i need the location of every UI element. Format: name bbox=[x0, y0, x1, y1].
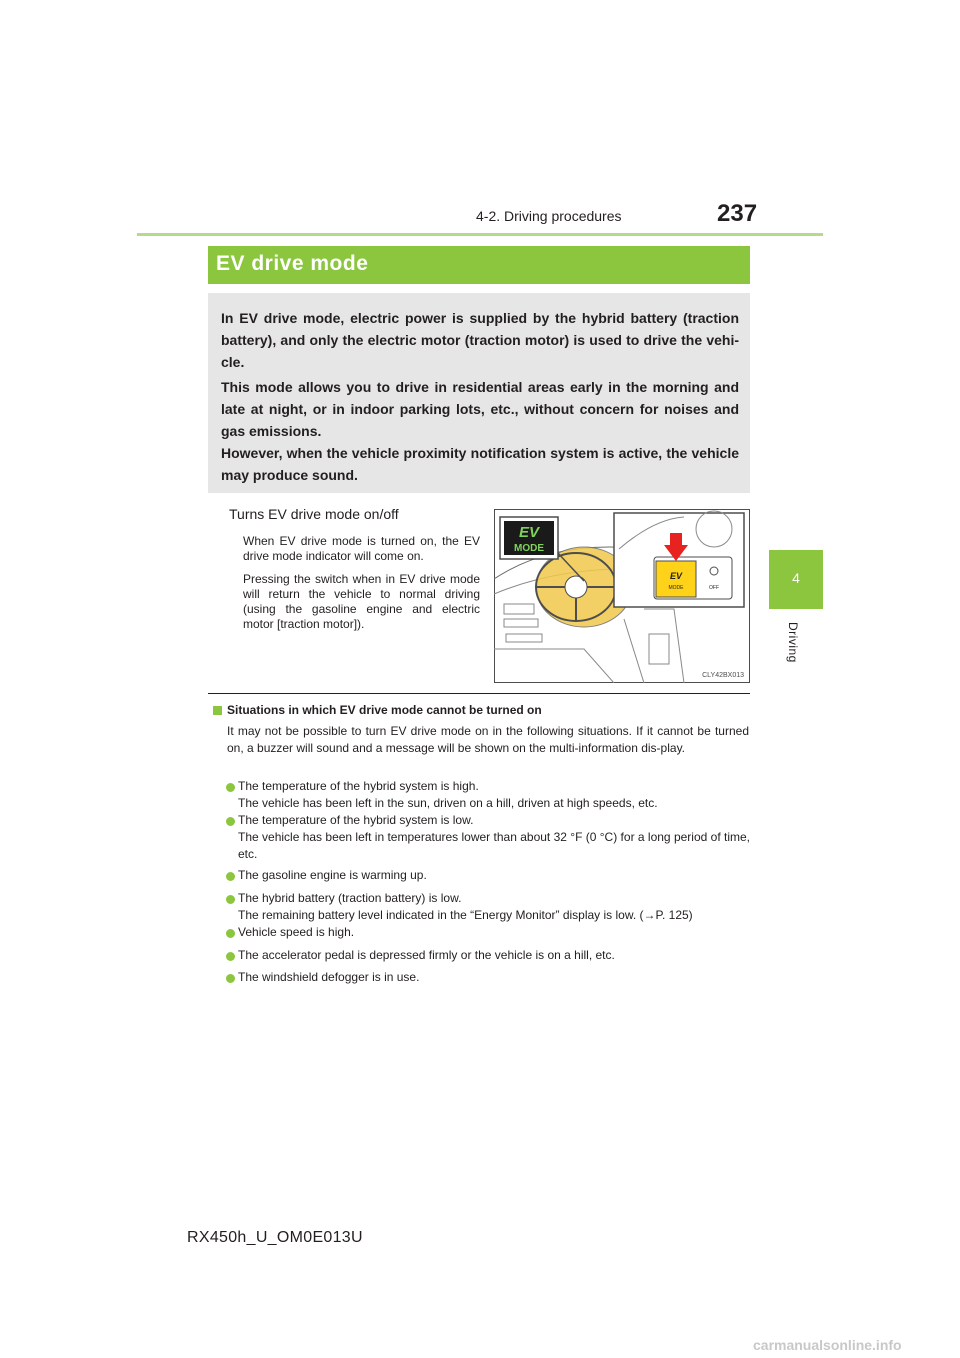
bullet-icon bbox=[226, 929, 235, 938]
running-header-section: 4-2. Driving procedures bbox=[476, 208, 622, 224]
square-bullet-icon bbox=[213, 706, 222, 715]
page-number: 237 bbox=[717, 200, 758, 227]
chapter-tab: 4 bbox=[769, 550, 823, 609]
indicator-mode-text: MODE bbox=[514, 543, 544, 554]
indicator-ev-text: EV bbox=[518, 524, 540, 541]
bullet-icon bbox=[226, 817, 235, 826]
intro-paragraph-1: In EV drive mode, electric power is supplied by the hybrid battery (traction battery), and only the electric motor (traction motor) is used to drive the vehi-cle. bbox=[221, 310, 739, 370]
list-item: The windshield defogger is in use. bbox=[238, 970, 420, 984]
button-off-text: OFF bbox=[709, 585, 719, 591]
bullet-icon bbox=[226, 872, 235, 881]
chapter-tab-label: Driving bbox=[786, 622, 800, 663]
intro-paragraph-3: However, when the vehicle proximity notification system is active, the vehicle may produce sound. bbox=[221, 445, 739, 483]
section-title: EV drive mode bbox=[216, 252, 369, 275]
section-divider bbox=[208, 693, 750, 694]
watermark: carmanualsonline.info bbox=[753, 1337, 902, 1353]
list-item: The gasoline engine is warming up. bbox=[238, 868, 427, 882]
button-ev-text: EV bbox=[669, 571, 683, 581]
document-code: RX450h_U_OM0E013U bbox=[187, 1229, 363, 1246]
list-item: The temperature of the hybrid system is high. The vehicle has been left in the sun, driven on a hill, driven at high speeds, etc. bbox=[238, 779, 658, 810]
list-item: The accelerator pedal is depressed firmly or the vehicle is on a hill, etc. bbox=[238, 948, 615, 962]
intro-paragraph-2: This mode allows you to drive in residential areas early in the morning and late at night, or in indoor parking lots, etc., without concern for noises and gas emissions. bbox=[221, 379, 739, 439]
illustration-code: CLY42BX013 bbox=[702, 672, 744, 679]
switch-heading: Turns EV drive mode on/off bbox=[229, 506, 399, 522]
header-rule bbox=[137, 233, 823, 236]
situations-heading: Situations in which EV drive mode cannot be turned on bbox=[227, 703, 542, 717]
list-item: Vehicle speed is high. bbox=[238, 925, 355, 939]
ev-switch-illustration bbox=[494, 509, 750, 683]
button-mode-text: MODE bbox=[668, 585, 684, 591]
situations-intro: It may not be possible to turn EV drive mode on in the following situations. If it cannot be turned on, a buzzer will sound and a message will be shown on the multi-information dis-play. bbox=[227, 724, 749, 755]
switch-note-2: Pressing the switch when in EV drive mode will return the vehicle to normal driving (using the gasoline engine and electric motor [traction motor]). bbox=[243, 572, 480, 631]
list-item: The hybrid battery (traction battery) is low. The remaining battery level indicated in the “Energy Monitor” display is low. (→P. 125) bbox=[238, 891, 693, 922]
bullet-icon bbox=[226, 895, 235, 904]
bullet-icon bbox=[226, 974, 235, 983]
bullet-icon bbox=[226, 783, 235, 792]
switch-note-1: When EV drive mode is turned on, the EV drive mode indicator will come on. bbox=[243, 534, 480, 563]
list-item: The temperature of the hybrid system is low. The vehicle has been left in temperatures lower than about 32 °F (0 °C) for a long period of time, etc. bbox=[238, 813, 750, 861]
bullet-icon bbox=[226, 952, 235, 961]
